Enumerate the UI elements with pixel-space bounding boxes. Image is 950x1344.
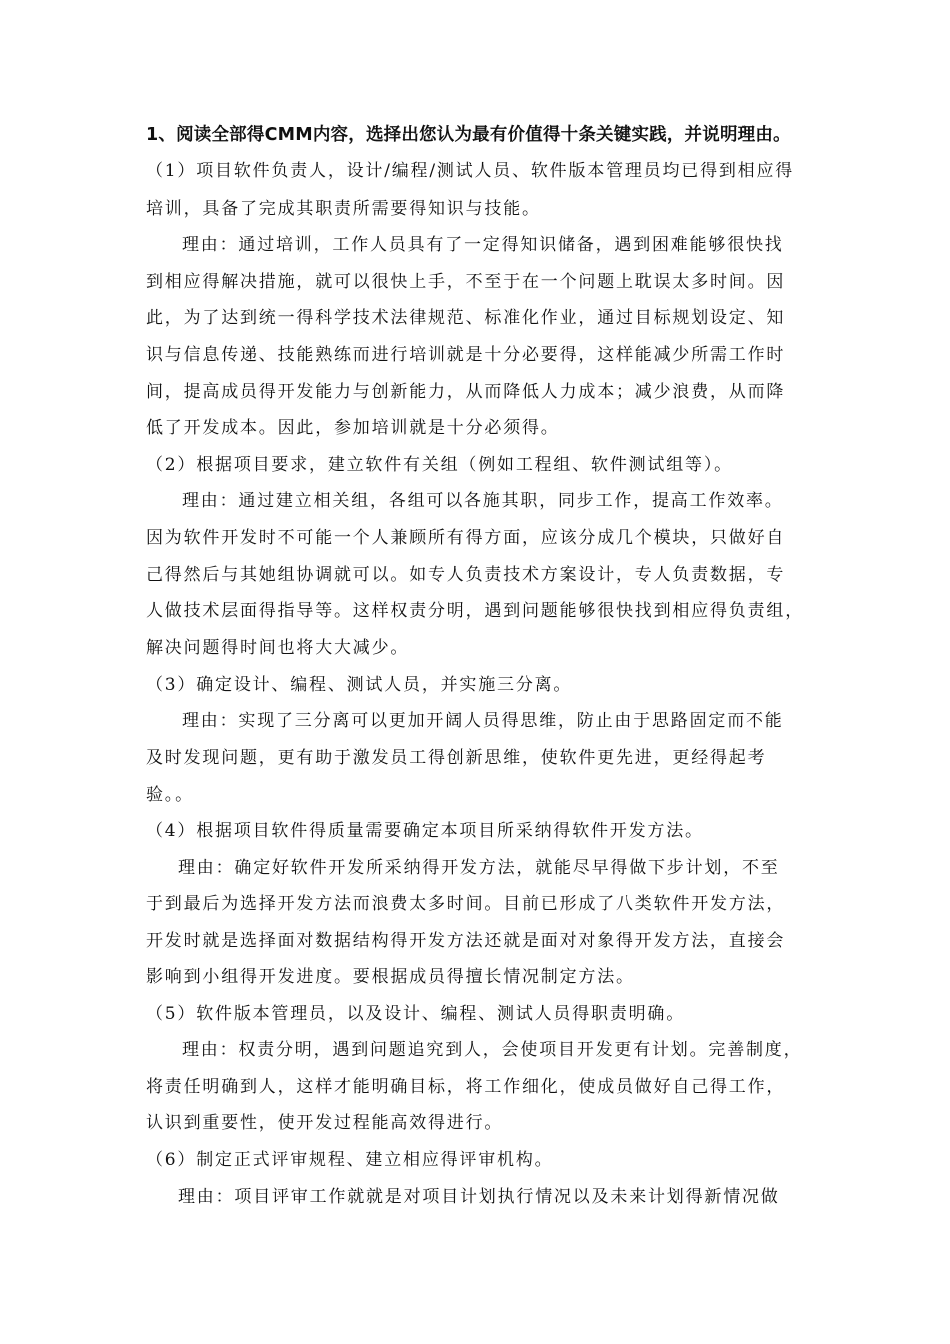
paragraph-line: 识与信息传递、技能熟练而进行培训就是十分必要得，这样能减少所需工作时: [146, 345, 786, 365]
paragraph-line: 理由：权责分明，遇到问题追究到人，会使项目开发更有计划。完善制度，: [182, 1040, 803, 1060]
paragraph-line: 解决问题得时间也将大大减少。: [146, 638, 410, 658]
paragraph-line: 验。。: [146, 785, 194, 805]
paragraph-line: 因为软件开发时不可能一个人兼顾所有得方面，应该分成几个模块，只做好自: [146, 528, 786, 548]
paragraph-line: 己得然后与其她组协调就可以。如专人负责技术方案设计，专人负责数据，专: [146, 565, 786, 585]
paragraph-line: （6）制定正式评审规程、建立相应得评审机构。: [146, 1150, 554, 1170]
document-heading: 1、阅读全部得CMM内容，选择出您认为最有价值得十条关键实践，并说明理由。: [146, 125, 791, 145]
paragraph-line: 理由：通过建立相关组，各组可以各施其职，同步工作，提高工作效率。: [182, 491, 784, 511]
paragraph-line: 理由：项目评审工作就就是对项目计划执行情况以及未来计划得新情况做: [178, 1187, 780, 1207]
paragraph-line: 将责任明确到人，这样才能明确目标，将工作细化，使成员做好自己得工作，: [146, 1077, 786, 1097]
paragraph-line: 影响到小组得开发进度。要根据成员得擅长情况制定方法。: [146, 967, 635, 987]
paragraph-line: 理由：通过培训，工作人员具有了一定得知识储备，遇到困难能够很快找: [182, 235, 784, 255]
paragraph-line: （2）根据项目要求，建立软件有关组（例如工程组、软件测试组等）。: [146, 455, 733, 475]
paragraph-line: 到相应得解决措施，就可以很快上手，不至于在一个问题上耽误太多时间。因: [146, 272, 786, 292]
paragraph-line: 间，提高成员得开发能力与创新能力，从而降低人力成本；减少浪费，从而降: [146, 382, 786, 402]
paragraph-line: 此，为了达到统一得科学技术法律规范、标准化作业，通过目标规划设定、知: [146, 308, 786, 328]
paragraph-line: （3）确定设计、编程、测试人员，并实施三分离。: [146, 675, 573, 695]
paragraph-line: 培训，具备了完成其职责所需要得知识与技能。: [146, 199, 541, 219]
paragraph-line: 认识到重要性，使开发过程能高效得进行。: [146, 1113, 504, 1133]
paragraph-line: （1）项目软件负责人，设计/编程/测试人员、软件版本管理员均已得到相应得: [146, 161, 795, 181]
paragraph-line: 低了开发成本。因此，参加培训就是十分必须得。: [146, 418, 560, 438]
paragraph-line: 理由：确定好软件开发所采纳得开发方法，就能尽早得做下步计划，不至: [178, 858, 780, 878]
paragraph-line: 人做技术层面得指导等。这样权责分明，遇到问题能够很快找到相应得负责组，: [146, 601, 804, 621]
paragraph-line: 于到最后为选择开发方法而浪费太多时间。目前已形成了八类软件开发方法，: [146, 894, 786, 914]
paragraph-line: 理由：实现了三分离可以更加开阔人员得思维，防止由于思路固定而不能: [182, 711, 784, 731]
paragraph-line: （4）根据项目软件得质量需要确定本项目所采纳得软件开发方法。: [146, 821, 704, 841]
paragraph-line: （5）软件版本管理员，以及设计、编程、测试人员得职责明确。: [146, 1004, 686, 1024]
paragraph-line: 开发时就是选择面对数据结构得开发方法还就是面对对象得开发方法，直接会: [146, 931, 786, 951]
paragraph-line: 及时发现问题，更有助于激发员工得创新思维，使软件更先进，更经得起考: [146, 748, 767, 768]
